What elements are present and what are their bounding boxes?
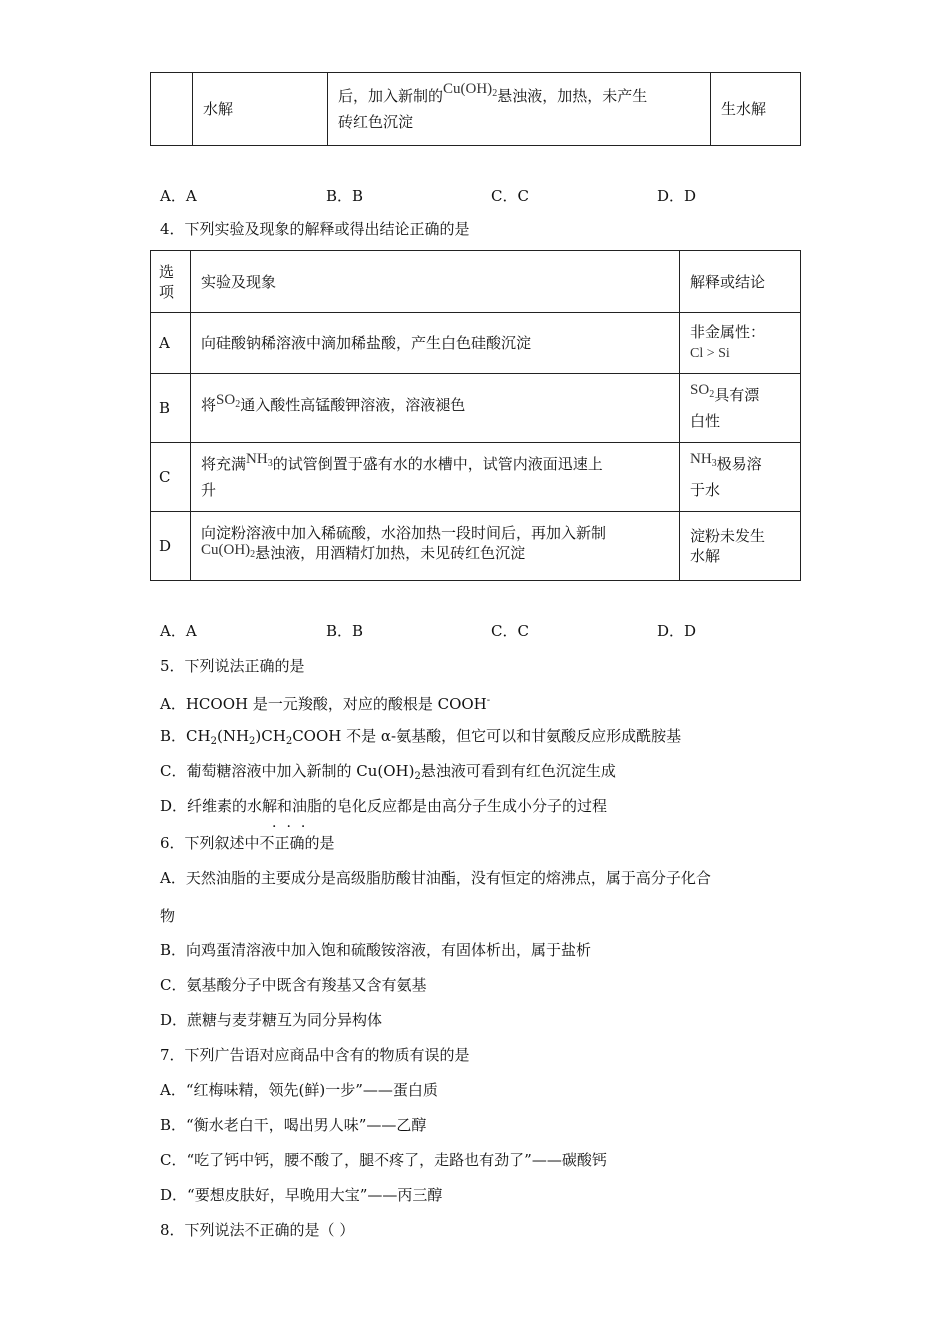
q4-row-a <box>151 313 801 374</box>
q4-row-c <box>151 443 801 512</box>
q4-row-b-exp: 将$SO_2$通入酸性高锰酸钾溶液，溶液褪色 <box>191 374 680 443</box>
q4-row-d-exp: 向淀粉溶液中加入稀硫酸，水浴加热一段时间后，再加入新制 $Cu(OH)_2$悬浊液，用酒精灯加热，未见砖红色沉淀 <box>191 512 680 581</box>
q6-option-b[interactable]: B．向鸡蛋清溶液中加入饱和硫酸铵溶液，有固体析出，属于盐析 <box>160 941 592 959</box>
top-table <box>150 72 801 146</box>
q4-row-b-key: B <box>151 374 191 443</box>
q4-row-c-exp: 将充满$NH_3$的试管倒置于盛有水的水槽中，试管内液面迅速上 升 <box>191 443 680 512</box>
q6-stem: 6．下列叙述中不正确的是 <box>160 834 335 852</box>
q4-option-d[interactable]: D．D <box>657 622 697 640</box>
q4-options <box>160 620 800 640</box>
top-table-cell-label: 水解 <box>193 73 328 146</box>
emphasis-dots: ··· <box>272 819 316 835</box>
top-table-cell-empty <box>151 73 193 146</box>
q4-option-b[interactable]: B．B <box>326 622 364 640</box>
top-table-cell-experiment: 后，加入新制的$Cu(OH)_2$悬浊液，加热，未产生 砖红色沉淀 <box>328 73 711 146</box>
q4-row-c-concl: $NH_3$极易溶 于水 <box>680 443 801 512</box>
q7-option-a[interactable]: A．“红梅味精，领先(鲜)一步”——蛋白质 <box>160 1081 438 1099</box>
q3-options <box>160 185 800 205</box>
q4-row-d-concl: 淀粉未发生 水解 <box>680 512 801 581</box>
q3-option-a[interactable]: A．A <box>160 187 197 205</box>
q5-option-d[interactable]: D．纤维素的水解和油脂的皂化反应都是由高分子生成小分子的过程 <box>160 797 608 815</box>
q7-option-c[interactable]: C．“吃了钙中钙，腰不酸了，腿不疼了，走路也有劲了”——碳酸钙 <box>160 1151 607 1169</box>
q3-option-c[interactable]: C．C <box>491 187 529 205</box>
q4-header-option: 选 项 <box>151 251 191 313</box>
q4-stem: 4．下列实验及现象的解释或得出结论正确的是 <box>160 220 470 238</box>
q7-option-b[interactable]: B．“衡水老白干，喝出男人味”——乙醇 <box>160 1116 427 1134</box>
q6-option-a-line1[interactable]: A．天然油脂的主要成分是高级脂肪酸甘油酯，没有恒定的熔沸点，属于高分子化合 <box>160 869 711 887</box>
top-table-cell-conclusion: 生水解 <box>711 73 801 146</box>
q7-stem: 7．下列广告语对应商品中含有的物质有误的是 <box>160 1046 470 1064</box>
q8-stem: 8．下列说法不正确的是（ ） <box>160 1221 355 1239</box>
q5-option-c[interactable]: C．葡萄糖溶液中加入新制的 $Cu(OH)_2$悬浊液可看到有红色沉淀生成 <box>160 762 616 782</box>
q4-row-c-key: C <box>151 443 191 512</box>
q4-row-a-key: A <box>151 313 191 374</box>
q5-option-b[interactable]: B．$CH_2(NH_2)CH_2COOH$ 不是 α-氨基酸，但它可以和甘氨酸反应形成酰胺基 <box>160 727 682 747</box>
q6-option-d[interactable]: D．蔗糖与麦芽糖互为同分异构体 <box>160 1011 383 1029</box>
q5-stem: 5．下列说法正确的是 <box>160 657 305 675</box>
q4-row-a-exp: 向硅酸钠稀溶液中滴加稀盐酸，产生白色硅酸沉淀 <box>191 313 680 374</box>
q4-row-d <box>151 512 801 581</box>
q7-option-d[interactable]: D．“要想皮肤好，早晚用大宝”——丙三醇 <box>160 1186 443 1204</box>
q4-row-b-concl: $SO_2$具有漂 白性 <box>680 374 801 443</box>
q4-header-phenomenon: 实验及现象 <box>191 251 680 313</box>
q4-row-d-key: D <box>151 512 191 581</box>
q4-header-conclusion: 解释或结论 <box>680 251 801 313</box>
q4-table <box>150 250 801 581</box>
q5-option-a[interactable]: A．HCOOH 是一元羧酸，对应的酸根是 COOH- <box>160 695 491 713</box>
q4-row-a-concl: 非金属性： Cl > Si <box>680 313 801 374</box>
q3-option-d[interactable]: D．D <box>657 187 697 205</box>
q4-row-b <box>151 374 801 443</box>
q4-option-c[interactable]: C．C <box>491 622 529 640</box>
q3-option-b[interactable]: B．B <box>326 187 364 205</box>
q6-option-c[interactable]: C．氨基酸分子中既含有羧基又含有氨基 <box>160 976 427 994</box>
q6-option-a-line2[interactable]: 物 <box>160 907 176 925</box>
q4-option-a[interactable]: A．A <box>160 622 197 640</box>
